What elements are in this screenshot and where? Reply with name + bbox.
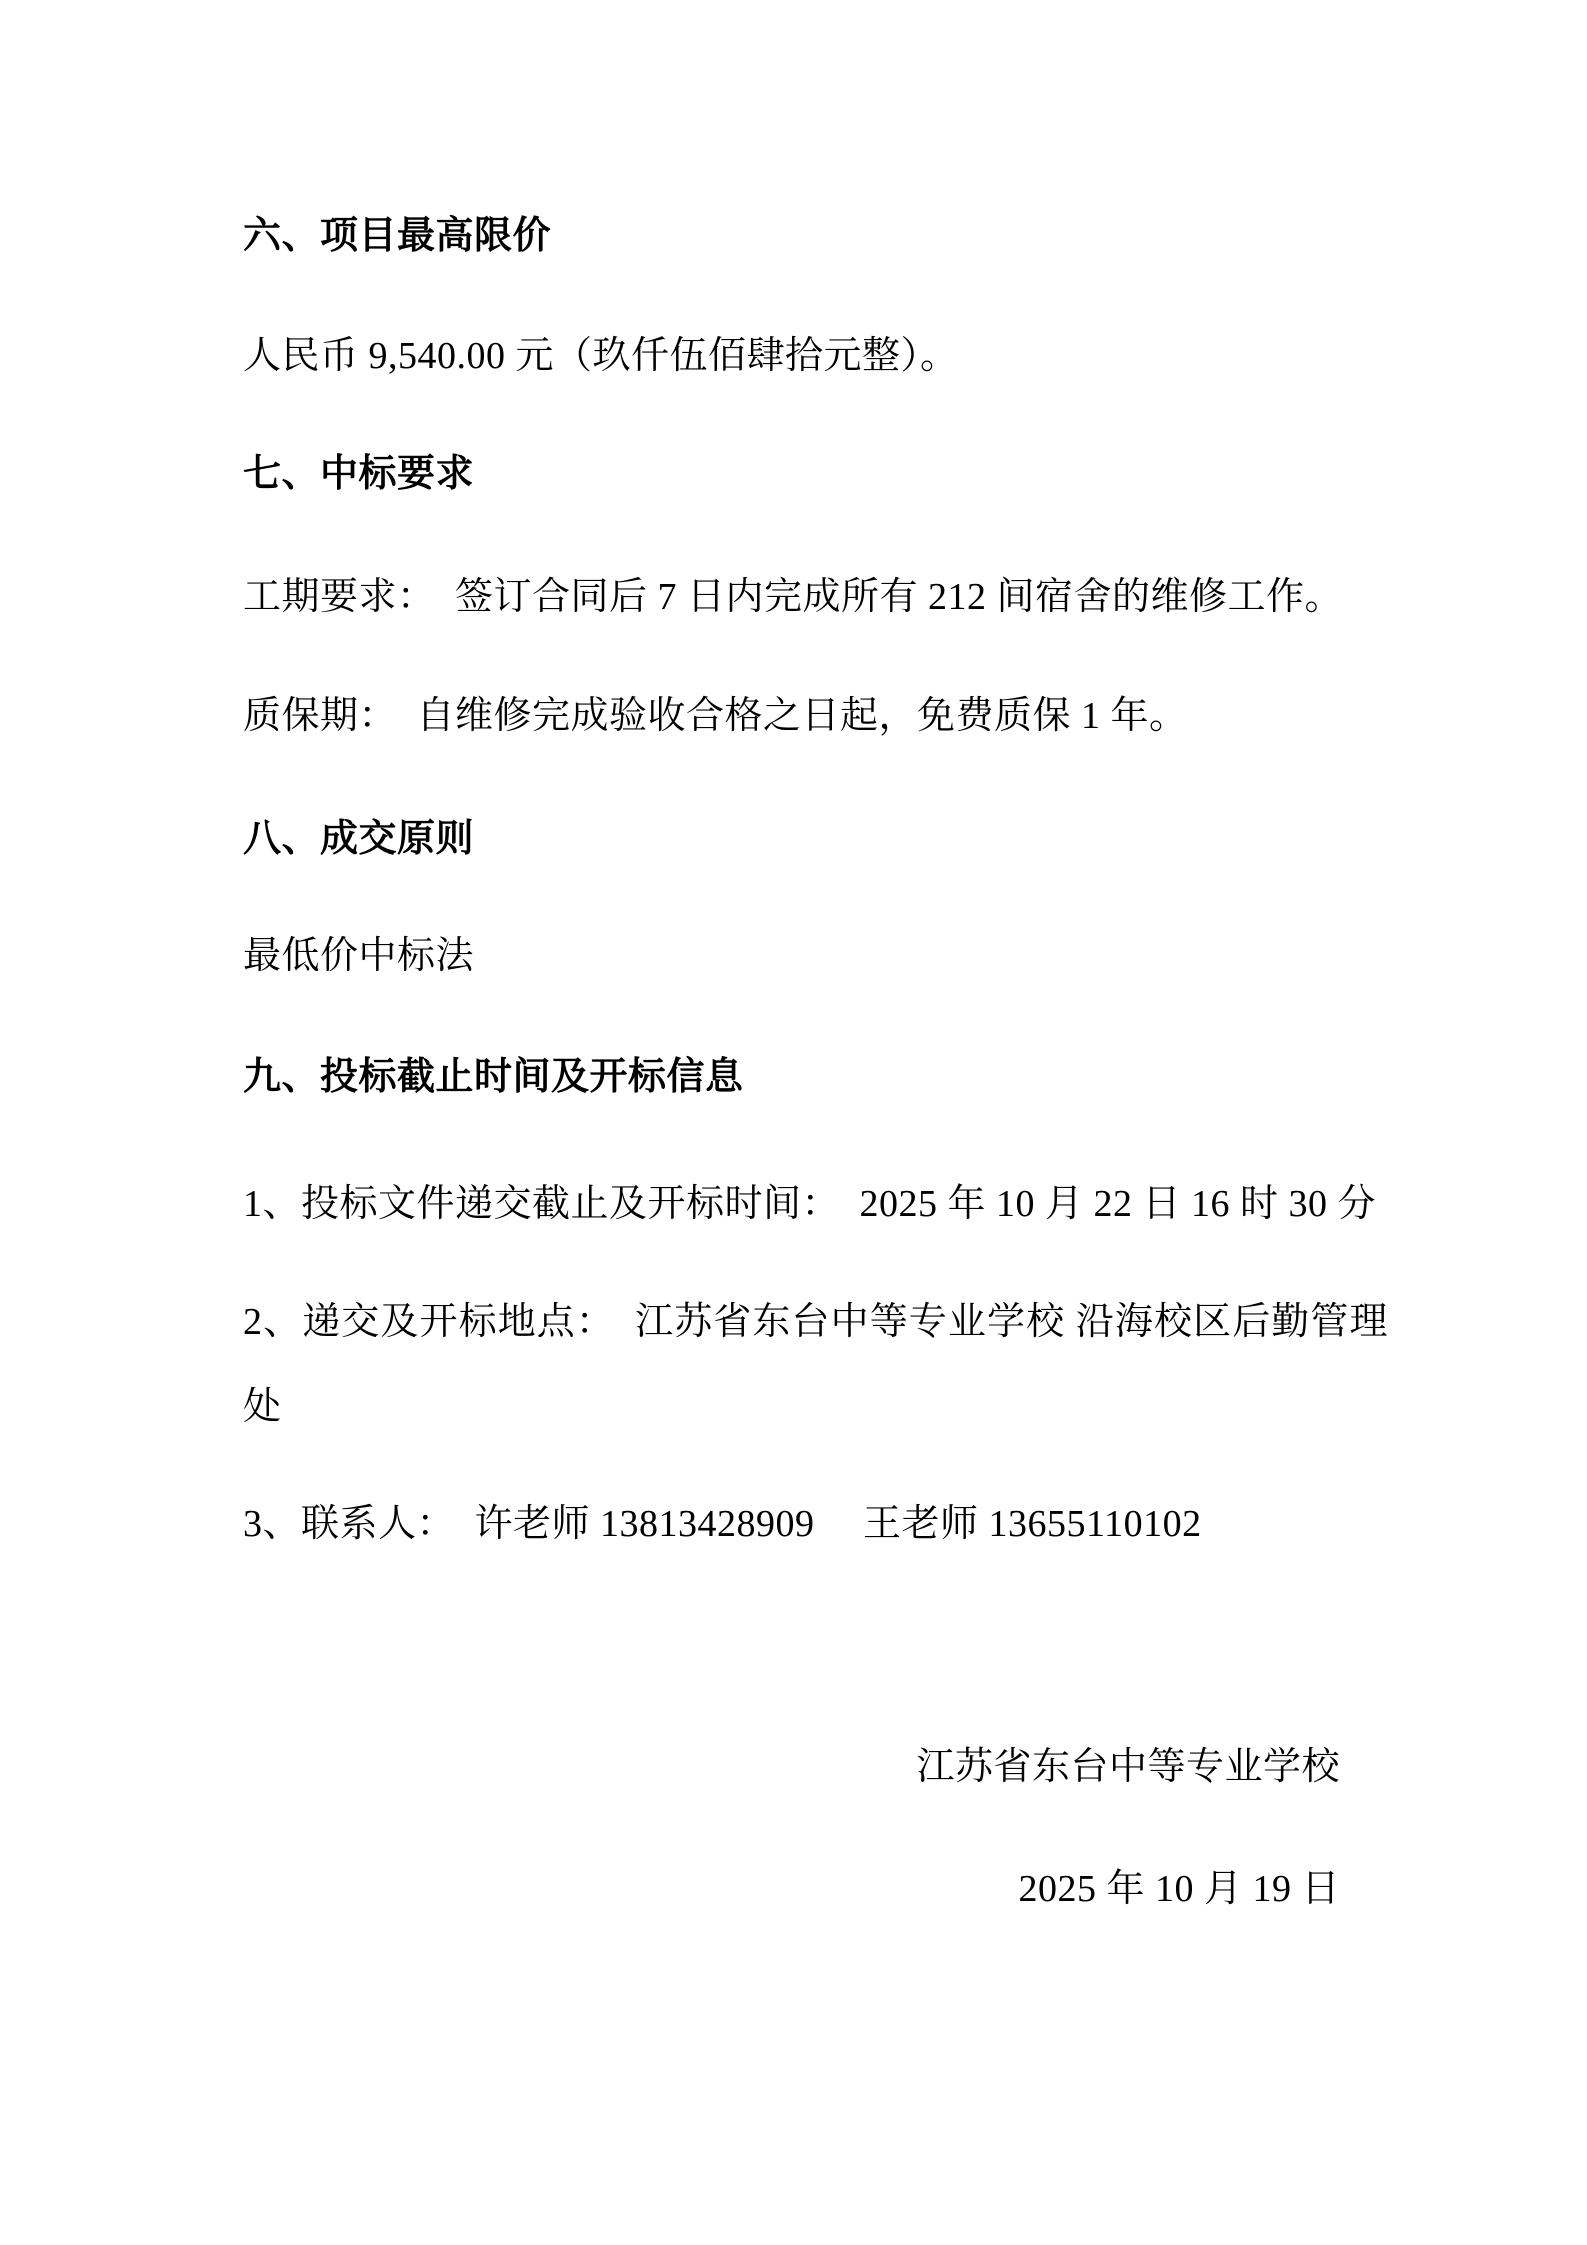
contact-person-item: 3、联系人： 许老师 13813428909 王老师 13655110102 <box>243 1503 1202 1545</box>
warranty-paragraph: 质保期： 自维修完成验收合格之日起，免费质保 1 年。 <box>243 695 1188 737</box>
signature-organization: 江苏省东台中等专业学校 <box>916 1746 1340 1788</box>
section-7-heading: 七、中标要求 <box>243 453 475 495</box>
section-8-heading: 八、成交原则 <box>243 818 475 860</box>
signature-date: 2025 年 10 月 19 日 <box>1018 1868 1340 1910</box>
construction-period-paragraph: 工期要求： 签订合同后 7 日内完成所有 212 间宿舍的维修工作。 <box>243 576 1344 618</box>
max-price-paragraph: 人民币 9,540.00 元（玖仟伍佰肆拾元整）。 <box>243 335 959 377</box>
bid-deadline-item: 1、投标文件递交截止及开标时间： 2025 年 10 月 22 日 16 时 30 分 <box>243 1183 1377 1225</box>
award-principle-paragraph: 最低价中标法 <box>243 935 475 977</box>
section-6-heading: 六、项目最高限价 <box>243 215 552 257</box>
section-9-heading: 九、投标截止时间及开标信息 <box>243 1056 744 1098</box>
bid-location-item: 2、递交及开标地点： 江苏省东台中等专业学校 沿海校区后勤管理处 <box>243 1301 1388 1428</box>
